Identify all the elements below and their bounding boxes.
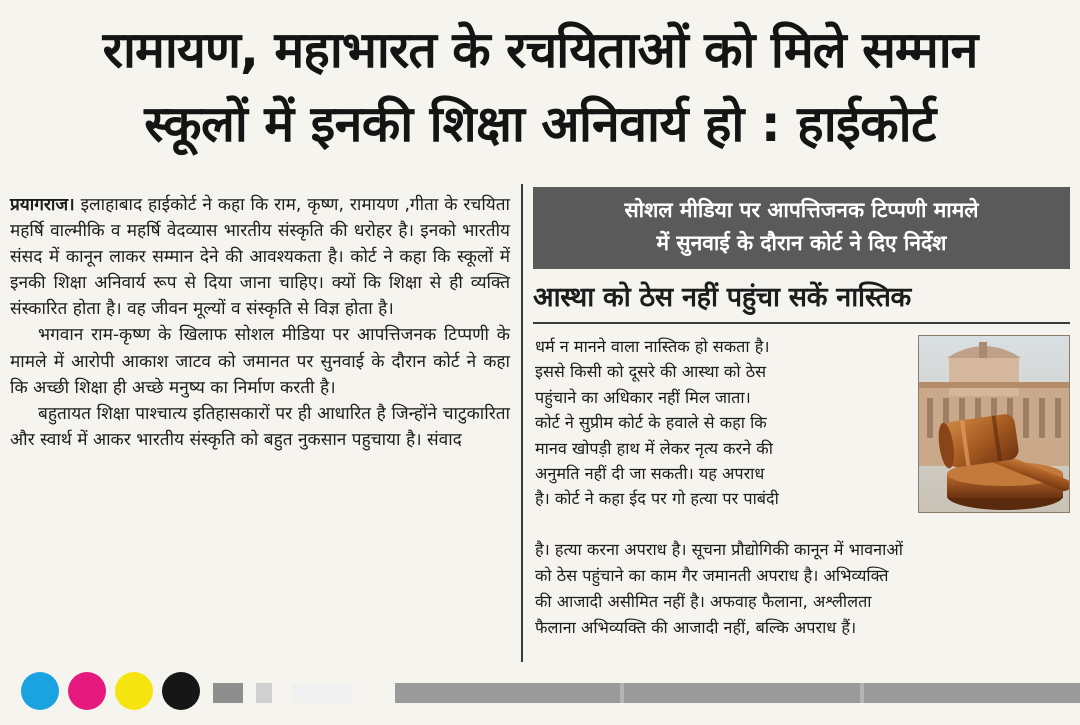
body-line: अनुमति नहीं दी जा सकती। यह अपराध: [535, 464, 765, 484]
yellow-dot-icon: [115, 672, 153, 710]
body-line: इससे किसी को दूसरे की आस्था को ठेस: [535, 362, 767, 382]
print-registration-marks: [0, 668, 1080, 721]
body-line: पहुंचाने का अधिकार नहीं मिल जाता।: [535, 387, 751, 407]
kicker-line-1: सोशल मीडिया पर आपत्तिजनक टिप्पणी मामले: [624, 198, 979, 222]
right-article-body-wide: [535, 537, 1070, 641]
right-article-body-narrow: [535, 334, 910, 512]
left-article-paragraph-1-text: इलाहाबाद हाईकोर्ट ने कहा कि राम, कृष्ण, रामायण ,गीता के रचयिता महर्षि वाल्मीकि व महर्षि वेदव्यास भारतीय संस्कृति की धरोहर है। इनको भारतीय संसद में कानून लाकर सम्मान देने की आवश्यकता है। कोर्ट ने कहा कि स्कूलों में इनकी शिक्षा अनिवार्य रूप से दिया जाना चाहिए। क्यों कि शिक्षा से ही व्यक्ति संस्कारित होता है। वह जीवन मूल्यों व संस्कृति से विज्ञ होता है।: [10, 195, 510, 320]
dateline: प्रयागराज।: [10, 195, 75, 215]
gavel-courthouse-photo: [918, 335, 1070, 513]
left-article: [10, 192, 510, 453]
body-line: मानव खोपड़ी हाथ में लेकर नृत्य करने की: [535, 438, 773, 458]
body-line: फैलाना अभिव्यक्ति की आजादी नहीं, बल्कि अपराध हैं।: [535, 618, 857, 637]
body-line: को ठेस पहुंचाने का काम गैर जमानती अपराध है। अभिव्यक्ति: [535, 566, 889, 585]
registration-bar: [0, 668, 1080, 721]
magenta-dot-icon: [68, 672, 106, 710]
headline-underline: [533, 322, 1070, 324]
main-headline-line-2: स्कूलों में इनकी शिक्षा अनिवार्य हो : हाईकोर्ट: [144, 95, 936, 153]
black-dot-icon: [162, 672, 200, 710]
kicker-line-2: में सुनवाई के दौरान कोर्ट ने दिए निर्देश: [656, 231, 947, 255]
cyan-dot-icon: [21, 672, 59, 710]
column-divider: [521, 184, 523, 662]
left-article-paragraph-1: [10, 192, 510, 322]
left-article-paragraph-2: भगवान राम-कृष्ण के खिलाफ सोशल मीडिया पर आपत्तिजनक टिप्पणी के मामले में आरोपी आकाश जाटव को जमानत पर सुनवाई के दौरान कोर्ट ने कहा कि अच्छी शिक्षा ही अच्छे मनुष्य का निर्माण करती है।: [10, 325, 510, 398]
left-article-paragraph-3: बहुतायत शिक्षा पाश्चात्य इतिहासकारों पर ही आधारित है जिन्होंने चाटुकारिता और स्वार्थ में आकर भारतीय संस्कृति को बहुत नुकसान पहुचाया है। संवाद: [10, 403, 510, 450]
body-line: है। कोर्ट ने कहा ईद पर गो हत्या पर पाबंदी: [535, 489, 779, 509]
body-line: कोर्ट ने सुप्रीम कोर्ट के हवाले से कहा कि: [535, 413, 767, 433]
gavel-icon: [919, 336, 1070, 513]
main-headline-line-1: रामायण, महाभारत के रचयिताओं को मिले सम्मान: [102, 21, 978, 79]
right-article-kicker: [533, 187, 1070, 269]
right-article-headline: आस्था को ठेस नहीं पहुंचा सकें नास्तिक: [533, 282, 911, 313]
body-line: धर्म न मानने वाला नास्तिक हो सकता है।: [535, 337, 770, 356]
body-line: की आजादी असीमित नहीं है। अफवाह फैलाना, अश्लीलता: [535, 592, 872, 611]
body-line: है। हत्या करना अपराध है। सूचना प्रौद्योगिकी कानून में भावनाओं: [535, 540, 903, 559]
